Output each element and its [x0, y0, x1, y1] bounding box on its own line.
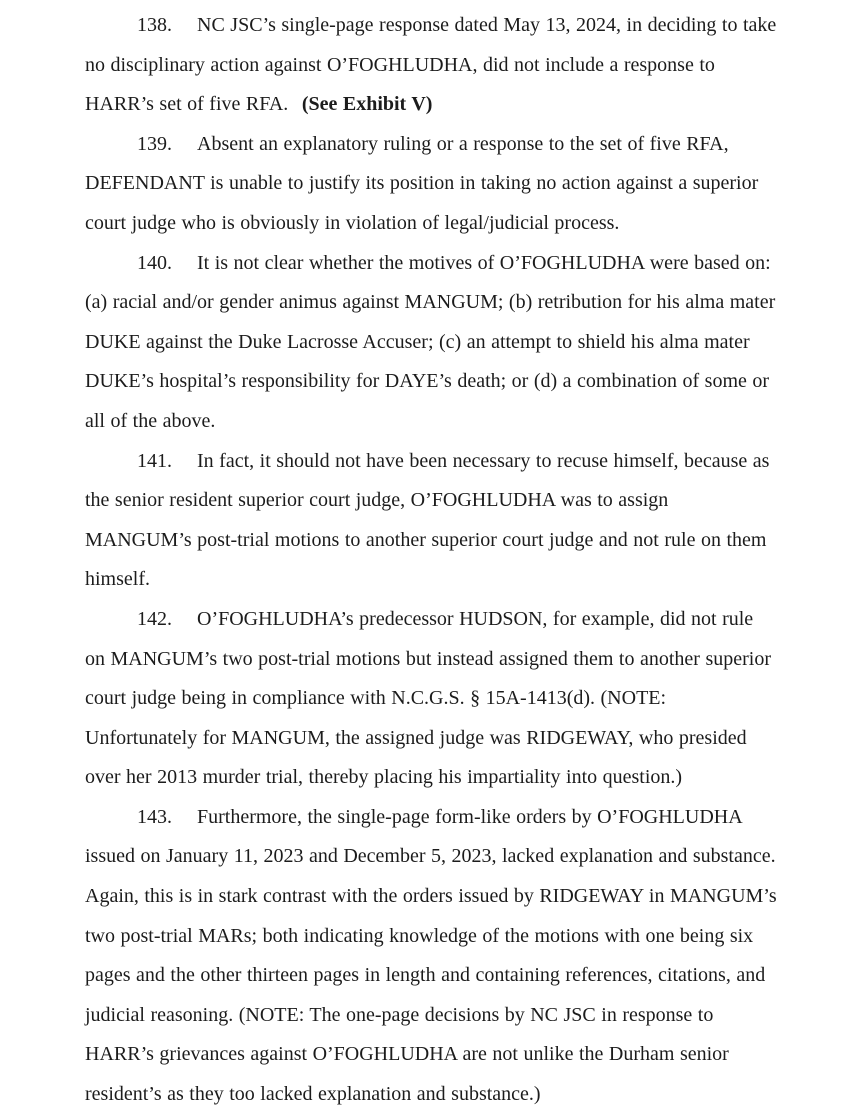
paragraph-number: 139. [137, 132, 172, 155]
paragraph-138 [85, 6, 778, 125]
exhibit-reference: (See Exhibit V) [301, 93, 433, 116]
paragraph-text: In fact, it should not have been necessary to recuse himself, because as the senior resident superior court judge, O’FOGHLUDHA was to assign MANGUM’s post-trial motions to another superior court judge and not rule on them himself. [85, 449, 770, 591]
paragraph-141 [85, 442, 778, 600]
paragraph-140 [85, 244, 778, 442]
paragraph-139 [85, 125, 778, 244]
paragraph-142 [85, 600, 778, 798]
paragraph-143 [85, 798, 778, 1115]
paragraph-text: Furthermore, the single-page form-like orders by O’FOGHLUDHA issued on January 11, 2023 and December 5, 2023, lacked explanation and substance. Again, this is in stark contrast with the orders issued by RIDGEWAY in MANGUM’s two post-trial MARs; both indicating knowledge of the motions with one being six pages and the other thirteen pages in length and containing references, citations, and judicial reasoning. (NOTE: The one-page decisions by NC JSC in response to HARR’s grievances against O’FOGHLUDHA are not unlike the Durham senior resident’s as they too lacked explanation and substance.) [85, 805, 777, 1106]
paragraph-number: 142. [137, 607, 172, 630]
paragraph-number: 138. [137, 14, 172, 36]
paragraph-text: It is not clear whether the motives of O’FOGHLUDHA were based on: (a) racial and/or gender animus against MANGUM; (b) retribution for his alma mater DUKE against the Duke Lacrosse Accuser; (c) an attempt to shield his alma mater DUKE’s hospital’s responsibility for DAYE’s death; or (d) a combination of some or all of the above. [85, 251, 776, 432]
paragraph-number: 140. [137, 251, 172, 274]
paragraph-text: Absent an explanatory ruling or a response to the set of five RFA, DEFENDANT is unable to justify its position in taking no action against a superior court judge who is obviously in violation of legal/judicial process. [85, 132, 759, 234]
paragraph-text: O’FOGHLUDHA’s predecessor HUDSON, for example, did not rule on MANGUM’s two post-trial motions but instead assigned them to another superior court judge being in compliance with N.C.G.S. § 15A-1413(d). (NOTE: Unfortunately for MANGUM, the assigned judge was RIDGEWAY, who presided over her 2013 murder trial, thereby placing his impartiality into question.) [85, 607, 771, 789]
paragraph-number: 143. [137, 805, 172, 828]
paragraph-text: NC JSC’s single-page response dated May 13, 2024, in deciding to take no disciplinary action against O’FOGHLUDHA, did not include a response to HARR’s set of five RFA. [85, 14, 777, 116]
paragraph-number: 141. [137, 449, 172, 472]
